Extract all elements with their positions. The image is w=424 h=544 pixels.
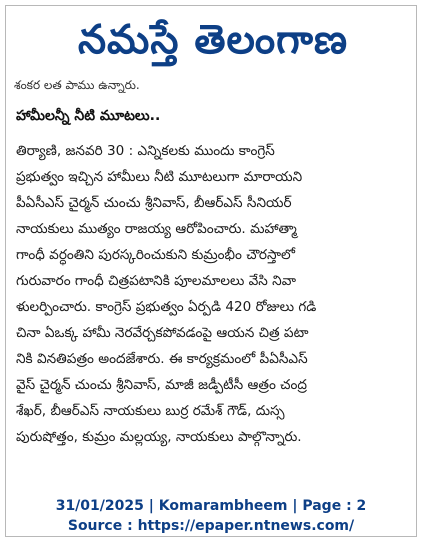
newspaper-masthead [14, 10, 412, 80]
masthead-title: నమస్తే తెలంగాణ [77, 17, 349, 63]
cut-off-top-text: శంకర లత పాము ఉన్నారు. [14, 78, 140, 92]
article-subheading: హామీలన్నీ నీటి మూటలు.. [16, 108, 161, 124]
footer-source-link[interactable]: Source : https://epaper.ntnews.com/ [67, 518, 355, 534]
cut-off-top-line [14, 78, 412, 100]
article-line: వైస్ చైర్మన్ చుంచు శ్రీనివాస్, మాజీ జడ్పీటీసీ ఆత్రం చంద్ర [16, 377, 307, 393]
article-line: గురువారం గాంధీ చిత్రపటానికి పూలమాలలు వేసి నివా [16, 273, 296, 289]
article-line: పురుషోత్తం, కుమ్రం మల్లయ్య, నాయకులు పాల్గొన్నారు. [16, 429, 302, 445]
article-clipping [14, 78, 412, 464]
article-line: గాంధీ వర్ధంతిని పురస్కరించుకుని కుమ్రంభీం చౌరస్తాలో [16, 247, 295, 263]
bottom-fade [14, 450, 412, 464]
article-line: శేఖర్, బీఆర్ఎస్ నాయకులు బుర్ర రమేశ్ గౌడ్, దుస్స [16, 403, 285, 419]
article-body [16, 138, 410, 450]
article-line: నికి వినతిపత్రం అందజేశారు. ఈ కార్యక్రమంలో పీఏసీఎస్ [16, 351, 308, 367]
article-line: తిర్యాణి, జనవరి 30 : ఎన్నికలకు ముందు కాంగ్రెస్ [16, 143, 275, 159]
clipping-footer [5, 496, 417, 536]
article-line: చినా ఏఒక్క హామీ నెరవేర్చకపోవడంపై ఆయన చిత్ర పటా [16, 325, 309, 341]
footer-date-edition-page: 31/01/2025 | Komarambheem | Page : 2 [55, 498, 367, 514]
article-line: నాయకులు ముత్యం రాజయ్య ఆరోపించారు. మహాత్మా [16, 221, 297, 237]
article-line: పీఏసీఎస్ చైర్మన్ చుంచు శ్రీనివాస్, బీఆర్ఎస్ సీనియర్ [16, 195, 292, 211]
article-line: ళులర్పించారు. కాంగ్రెస్ ప్రభుత్వం ఏర్పడి 420 రోజులు గడి [16, 299, 317, 315]
article-line: ప్రభుత్వం ఇచ్చిన హామీలు నీటి మూటలుగా మారాయని [16, 169, 303, 185]
